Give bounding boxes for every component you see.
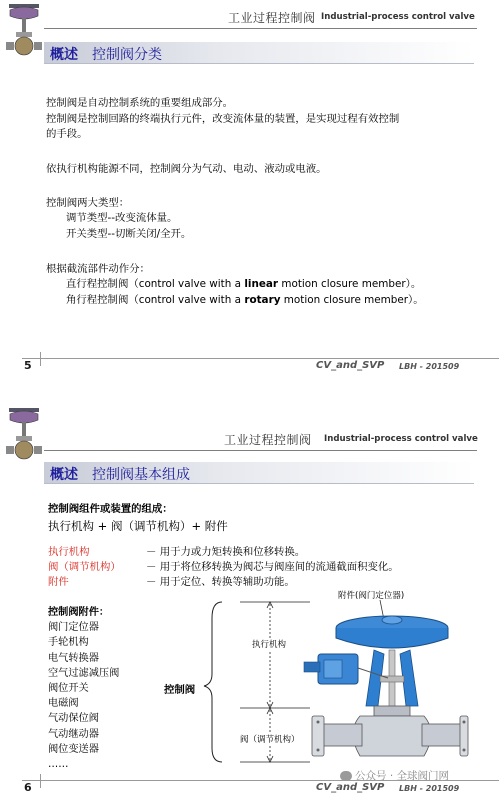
wechat-icon xyxy=(340,771,352,781)
rotary-pre: 角行程控制阀（control valve with a xyxy=(66,294,245,306)
page-number: 6 xyxy=(24,781,32,794)
brace-label: 控制阀 xyxy=(164,684,196,696)
rotary-bold: rotary xyxy=(244,294,281,306)
rotary-valve-line xyxy=(46,293,424,308)
slide-title xyxy=(50,464,190,484)
footer-divider xyxy=(22,358,499,359)
linear-valve-line xyxy=(46,277,421,292)
type-regulating: 调节类型--改变流体量。 xyxy=(66,212,178,224)
accessory-item: …… xyxy=(48,759,69,771)
type-on-off: 开关类型--切断关闭/全开。 xyxy=(66,228,192,240)
footer-tick xyxy=(40,774,41,788)
valve-logo-icon xyxy=(4,406,44,464)
header-title-en: Industrial-process control valve xyxy=(321,12,475,22)
linear-post: motion closure member）。 xyxy=(278,278,422,290)
component-row-valve xyxy=(48,558,399,573)
accessory-item: 手轮机构 xyxy=(48,637,89,649)
header-title-cn: 工业过程控制阀 xyxy=(228,11,316,25)
slide-title-sub: 控制阀基本组成 xyxy=(92,467,190,483)
accessory-item: 电气转换器 xyxy=(48,652,99,664)
paragraph-2-line-1: 控制阀是控制回路的终端执行元件，改变流体量的装置，是实现过程有效控制 xyxy=(46,113,400,125)
types-heading: 控制阀两大类型： xyxy=(46,197,130,209)
desc-accessory: － 用于定位、转换等辅助功能。 xyxy=(146,576,295,588)
header-divider xyxy=(44,28,477,29)
header-title-cn: 工业过程控制阀 xyxy=(224,433,312,447)
accessory-item: 空气过滤减压阀 xyxy=(48,667,120,679)
components-heading: 控制阀组件或装置的组成： xyxy=(48,503,173,515)
linear-bold: linear xyxy=(244,278,279,290)
footer-revision: LBH - 201509 xyxy=(399,784,460,793)
linear-pre: 直行程控制阀（control valve with a xyxy=(66,278,245,290)
footer-revision: LBH - 201509 xyxy=(399,362,460,371)
watermark xyxy=(340,768,449,783)
title-bar xyxy=(44,462,474,484)
accessories-heading: 控制阀附件： xyxy=(48,607,110,618)
slide-5 xyxy=(0,0,499,378)
control-valve-illustration xyxy=(300,598,470,773)
valve-logo-icon xyxy=(4,2,44,60)
accessory-item: 气动保位阀 xyxy=(48,713,99,725)
paragraph-2-line-2: 的手段。 xyxy=(46,128,88,140)
slide-6 xyxy=(0,402,499,797)
accessory-item: 电磁阀 xyxy=(48,698,79,710)
accessory-item: 阀门定位器 xyxy=(48,622,99,634)
slide-title xyxy=(50,44,162,64)
watermark-text: 公众号 · 全球阀门网 xyxy=(355,770,450,782)
component-row-actuator xyxy=(48,543,306,558)
title-bar xyxy=(44,42,474,64)
term-valve: 阀（调节机构） xyxy=(48,561,121,573)
slide-gap xyxy=(0,378,499,402)
slide-title-sub: 控制阀分类 xyxy=(92,47,162,63)
header-divider xyxy=(44,450,477,451)
accessory-item: 阀位变送器 xyxy=(48,743,99,755)
actuator-dimension-label: 执行机构 xyxy=(252,640,287,650)
rotary-post: motion closure member）。 xyxy=(280,294,424,306)
accessory-item: 阀位开关 xyxy=(48,683,89,695)
header-title-en: Industrial-process control valve xyxy=(324,434,478,444)
desc-actuator: － 用于力或力矩转换和位移转换。 xyxy=(146,546,306,558)
term-accessory: 附件 xyxy=(48,576,69,588)
slide-title-main: 概述 xyxy=(50,47,78,63)
composition-formula: 执行机构 + 阀（调节机构）+ 附件 xyxy=(48,519,228,533)
component-row-accessory xyxy=(48,573,295,588)
positioner-label: 附件(阀门定位器) xyxy=(338,591,405,601)
accessories-list xyxy=(48,605,119,772)
term-actuator: 执行机构 xyxy=(48,546,90,558)
desc-valve: － 用于将位移转换为阀芯与阀座间的流通截面积变化。 xyxy=(146,561,399,573)
footer-tick xyxy=(40,352,41,366)
motion-heading: 根据截流部件动作分： xyxy=(46,263,150,275)
accessory-item: 气动继动器 xyxy=(48,728,99,740)
footer-doc-name: CV_and_SVP xyxy=(316,782,385,793)
slide-title-main: 概述 xyxy=(50,467,78,483)
footer-doc-name: CV_and_SVP xyxy=(316,360,385,371)
page-number: 5 xyxy=(24,359,32,372)
paragraph-1: 控制阀是自动控制系统的重要组成部分。 xyxy=(46,97,234,109)
valve-dimension-label: 阀（调节机构） xyxy=(240,735,300,745)
paragraph-3: 依执行机构能源不同，控制阀分为气动、电动、液动或电液。 xyxy=(46,163,327,175)
